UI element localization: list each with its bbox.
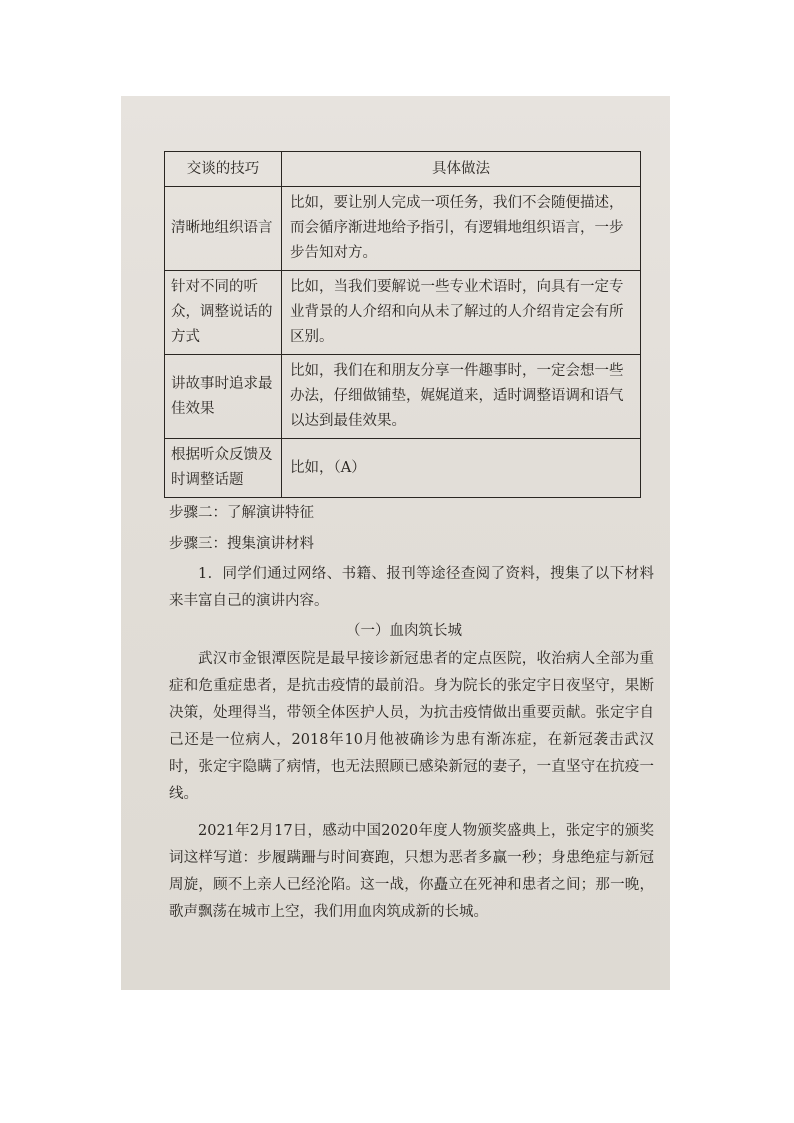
table-header-row	[165, 152, 641, 187]
table-row	[165, 271, 641, 355]
table-cell-skill: 清晰地组织语言	[165, 187, 282, 271]
table-cell-method: 比如，我们在和朋友分享一件趣事时，一定会想一些办法，仔细做铺垫，娓娓道来，适时调整语调和语气以达到最佳效果。	[282, 355, 641, 439]
table-row	[165, 355, 641, 439]
table-cell-method: 比如，要让别人完成一项任务，我们不会随便描述，而会循序渐进地给予指引，有逻辑地组织语言，一步步告知对方。	[282, 187, 641, 271]
table-row	[165, 187, 641, 271]
table-header-skill: 交谈的技巧	[165, 152, 282, 187]
table-row	[165, 439, 641, 498]
paragraph-two: 2021年2月17日，感动中国2020年度人物颁奖盛典上，张定宇的颁奖词这样写道：步履蹒跚与时间赛跑，只想为恶者多赢一秒；身患绝症与新冠周旋，顾不上亲人已经沦陷。这一战，你矗立在死神和患者之间；那一晚，歌声飘荡在城市上空，我们用血肉筑成新的长城。	[169, 823, 654, 920]
intro-paragraph: 1．同学们通过网络、书籍、报刊等途径查阅了资料，搜集了以下材料来丰富自己的演讲内容。	[169, 566, 654, 609]
table-cell-method: 比如，（A）	[282, 439, 641, 498]
skills-table	[164, 151, 641, 498]
document-photo	[121, 96, 670, 990]
table-header-method: 具体做法	[282, 152, 641, 187]
table-cell-skill: 针对不同的听众，调整说话的方式	[165, 271, 282, 355]
step-three: 步骤三：搜集演讲材料	[169, 536, 314, 552]
table-cell-skill: 讲故事时追求最佳效果	[165, 355, 282, 439]
table-cell-method: 比如，当我们要解说一些专业术语时，向具有一定专业背景的人介绍和向从未了解过的人介绍肯定会有所区别。	[282, 271, 641, 355]
step-two: 步骤二：了解演讲特征	[169, 505, 314, 521]
table-cell-skill: 根据听众反馈及时调整话题	[165, 439, 282, 498]
paragraph-one: 武汉市金银潭医院是最早接诊新冠患者的定点医院，收治病人全部为重症和危重症患者，是抗击疫情的最前沿。身为院长的张定宇日夜坚守，果断决策，处理得当，带领全体医护人员，为抗击疫情做出重要贡献。张定宇自己还是一位病人，2018年10月他被确诊为患有渐冻症，在新冠袭击武汉时，张定宇隐瞒了病情，也无法照顾已感染新冠的妻子，一直坚守在抗疫一线。	[169, 651, 654, 802]
section-title: （一）血肉筑长城	[346, 623, 462, 639]
